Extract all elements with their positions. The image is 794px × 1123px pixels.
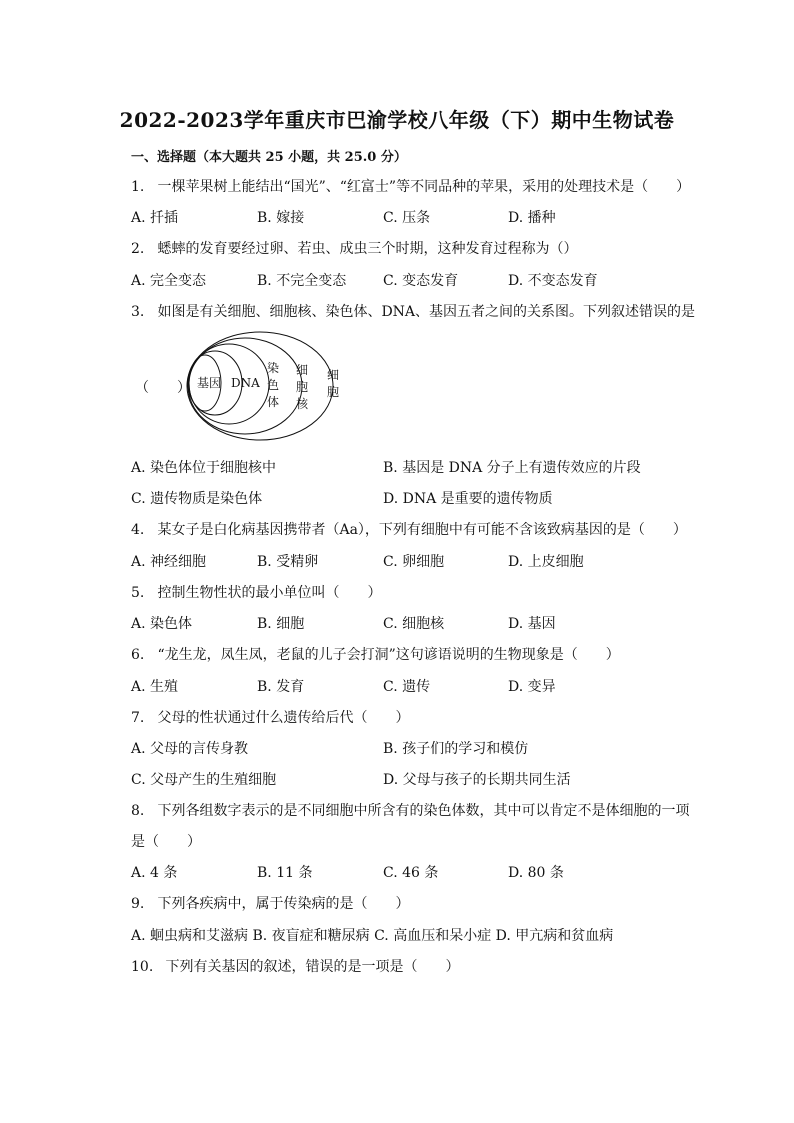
option-a: A. 染色体位于细胞核中 [131, 460, 277, 476]
question-text: 如图是有关细胞、细胞核、染色体、DNA、基因五者之间的关系图。下列叙述错误的是 [157, 304, 696, 320]
question-9 [131, 893, 409, 913]
gene-label: 基因 [197, 376, 222, 390]
option-b: B. 受精卵 [257, 554, 319, 570]
option-d: D. 上皮细胞 [508, 554, 584, 570]
option-c: C. 遗传物质是染色体 [131, 491, 263, 507]
options-line: A. 蛔虫病和艾滋病 B. 夜盲症和糖尿病 C. 高血压和呆小症 D. 甲亢病和贫血病 [131, 928, 614, 944]
question-text: 某女子是白化病基因携带者（Aa），下列有细胞中有可能不含该致病基因的是（ ） [157, 522, 687, 538]
option-d: D. 不变态发育 [508, 273, 598, 289]
question-text: “龙生龙，凤生凤，老鼠的儿子会打洞”这句谚语说明的生物现象是（ ） [157, 647, 620, 663]
question-8 [131, 800, 689, 820]
question-number: 9. [131, 896, 145, 912]
option-d: D. 80 条 [508, 865, 564, 881]
option-c: C. 46 条 [383, 865, 439, 881]
question-2 [131, 238, 577, 258]
option-a: A. 扦插 [131, 210, 179, 226]
chromosome-label-3: 体 [267, 395, 280, 409]
option-a: A. 完全变态 [131, 273, 207, 289]
question-number: 2. [131, 241, 145, 257]
question-text: 父母的性状通过什么遗传给后代（ ） [157, 710, 410, 726]
question-number: 5. [131, 585, 145, 601]
chromosome-label-2: 色 [267, 378, 280, 392]
dna-label: DNA [231, 376, 260, 390]
option-b: B. 发育 [257, 679, 305, 695]
option-a: A. 父母的言传身教 [131, 741, 249, 757]
option-b: B. 基因是 DNA 分子上有遗传效应的片段 [383, 460, 641, 476]
option-b: B. 不完全变态 [257, 273, 347, 289]
question-text: 一棵苹果树上能结出“国光”、“红富士”等不同品种的苹果，采用的处理技术是（ ） [157, 179, 691, 195]
question-number: 3. [131, 304, 145, 320]
question-3 [131, 301, 695, 321]
question-6 [131, 644, 620, 664]
option-a: A. 生殖 [131, 679, 179, 695]
question-number: 10. [131, 959, 154, 975]
option-a: A. 4 条 [131, 865, 178, 881]
nucleus-label-1: 细 [296, 363, 309, 377]
question-text: 下列各疾病中，属于传染病的是（ ） [157, 896, 410, 912]
question-8-continuation: 是（ ） [131, 834, 201, 850]
question-number: 8. [131, 803, 145, 819]
option-d: D. DNA 是重要的遗传物质 [383, 491, 553, 507]
nucleus-label-3: 核 [296, 397, 309, 411]
option-c: C. 卵细胞 [383, 554, 445, 570]
option-d: D. 基因 [508, 616, 556, 632]
question-number: 1. [131, 179, 145, 195]
option-d: D. 父母与孩子的长期共同生活 [383, 772, 571, 788]
question-4 [131, 519, 687, 539]
option-d: D. 变异 [508, 679, 556, 695]
option-c: C. 压条 [383, 210, 431, 226]
question-text: 下列有关基因的叙述，错误的是一项是（ ） [165, 959, 460, 975]
page-title: 2022-2023学年重庆市巴渝学校八年级（下）期中生物试卷 [119, 108, 675, 132]
section-heading: 一、选择题（本大题共 25 小题，共 25.0 分） [131, 150, 407, 165]
question-10 [131, 956, 459, 976]
question-text: 蟋蟀的发育要经过卵、若虫、成虫三个时期，这种发育过程称为（） [157, 241, 578, 257]
question-number: 7. [131, 710, 145, 726]
question-number: 6. [131, 647, 145, 663]
cell-label-1: 细 [327, 368, 340, 382]
question-7 [131, 707, 409, 727]
option-c: C. 遗传 [383, 679, 431, 695]
option-d: D. 播种 [508, 210, 556, 226]
option-c: C. 父母产生的生殖细胞 [131, 772, 277, 788]
question-number: 4. [131, 522, 145, 538]
cell-structure-diagram [185, 330, 340, 445]
option-a: A. 神经细胞 [131, 554, 207, 570]
question-text: 下列各组数字表示的是不同细胞中所含有的染色体数，其中可以肯定不是体细胞的一项 [157, 803, 690, 819]
cell-label-2: 胞 [327, 385, 340, 399]
nucleus-label-2: 胞 [296, 380, 309, 394]
question-1 [131, 176, 690, 196]
option-c: C. 细胞核 [383, 616, 445, 632]
chromosome-label-1: 染 [267, 361, 280, 375]
option-b: B. 嫁接 [257, 210, 305, 226]
question-5 [131, 582, 381, 602]
answer-parenthesis: （ ） [135, 380, 191, 396]
option-b: B. 11 条 [257, 865, 313, 881]
option-b: B. 孩子们的学习和模仿 [383, 741, 529, 757]
question-text: 控制生物性状的最小单位叫（ ） [157, 585, 382, 601]
option-a: A. 染色体 [131, 616, 193, 632]
option-b: B. 细胞 [257, 616, 305, 632]
option-c: C. 变态发育 [383, 273, 459, 289]
